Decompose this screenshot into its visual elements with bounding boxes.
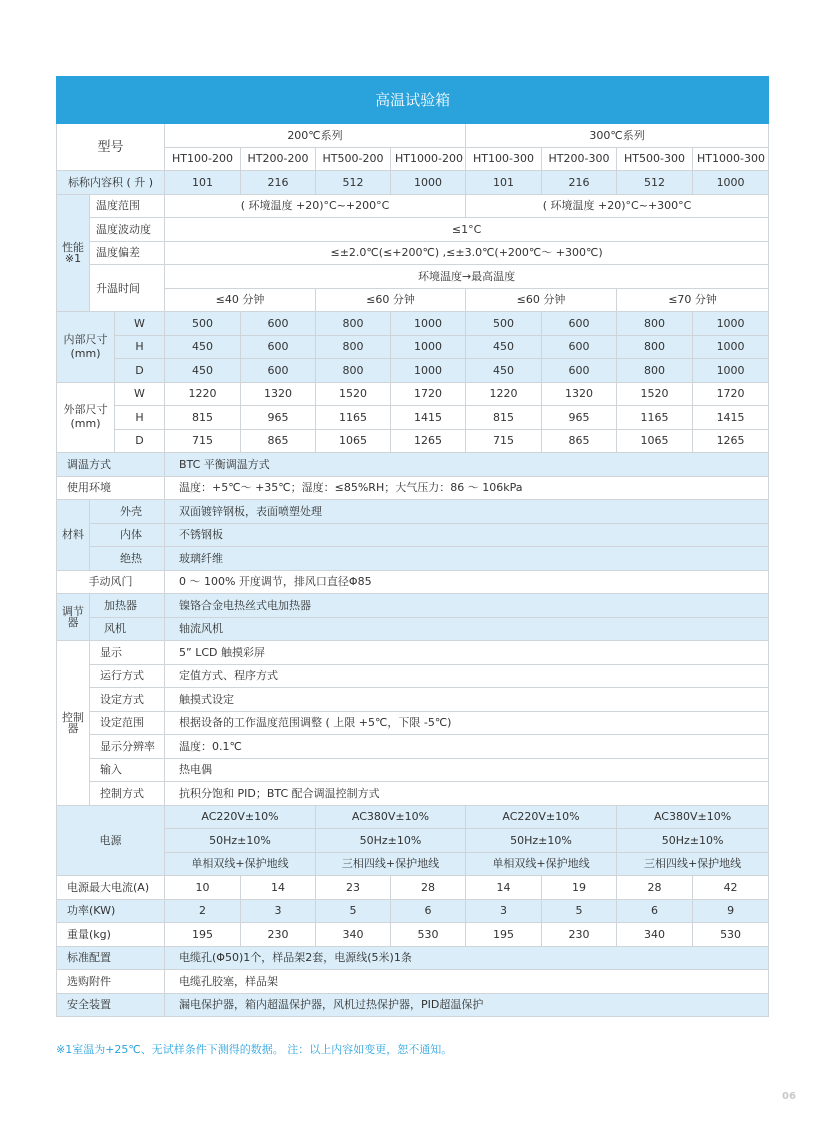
power-frequency: 50Hz±10% <box>466 829 617 853</box>
performance-group-label: 性能※1 <box>57 194 90 312</box>
capacity-value: 512 <box>617 171 693 195</box>
controller-label: 显示 <box>90 641 165 665</box>
deviation-label: 温度偏差 <box>90 241 165 265</box>
heatup-label: 升温时间 <box>90 265 165 312</box>
dim-value: 815 <box>466 406 542 430</box>
regulator-value: 镍铬合金电热丝式电加热器 <box>165 594 769 618</box>
dim-value: 600 <box>241 359 316 383</box>
material-value: 玻璃纤维 <box>165 547 769 571</box>
dim-value: 1320 <box>542 382 617 406</box>
weight-value: 530 <box>391 923 466 947</box>
dim-value: 1720 <box>391 382 466 406</box>
dim-value: 600 <box>241 335 316 359</box>
material-label: 绝热 <box>90 547 165 571</box>
controller-label: 设定范围 <box>90 711 165 735</box>
power-voltage: AC220V±10% <box>466 805 617 829</box>
dim-value: 1065 <box>316 429 391 453</box>
power-voltage: AC380V±10% <box>617 805 769 829</box>
max-current-value: 28 <box>391 876 466 900</box>
temp-range-label: 温度范围 <box>90 194 165 218</box>
dim-value: 600 <box>542 335 617 359</box>
dim-value: 1520 <box>617 382 693 406</box>
max-current-label: 电源最大电流(A) <box>57 876 165 900</box>
material-label: 外壳 <box>90 500 165 524</box>
standard-label: 标准配置 <box>57 946 165 970</box>
dim-value: 865 <box>241 429 316 453</box>
dim-value: 965 <box>241 406 316 430</box>
power-kw-value: 2 <box>165 899 241 923</box>
heatup-subtitle: 环境温度→最高温度 <box>165 265 769 289</box>
heatup-value: ≤40 分钟 <box>165 288 316 312</box>
model-name: HT1000-200 <box>391 147 466 171</box>
controller-value: 定值方式、程序方式 <box>165 664 769 688</box>
model-name: HT500-200 <box>316 147 391 171</box>
power-label: 电源 <box>57 805 165 876</box>
standard-value: 电缆孔(Φ50)1个，样品架2套，电源线(5米)1条 <box>165 946 769 970</box>
controller-value: 温度：0.1℃ <box>165 735 769 759</box>
inner-size-label: 内部尺寸 (mm) <box>57 312 115 383</box>
controller-label: 设定方式 <box>90 688 165 712</box>
safety-value: 漏电保护器，箱内超温保护器，风机过热保护器，PID超温保护 <box>165 993 769 1017</box>
dim-value: 600 <box>542 312 617 336</box>
heatup-value: ≤60 分钟 <box>466 288 617 312</box>
dim-value: 865 <box>542 429 617 453</box>
optional-label: 选购附件 <box>57 970 165 994</box>
power-wiring: 单相双线+保护地线 <box>466 852 617 876</box>
temp-method-value: BTC 平衡调温方式 <box>165 453 769 477</box>
material-group-label: 材料 <box>57 500 90 571</box>
max-current-value: 23 <box>316 876 391 900</box>
capacity-value: 216 <box>241 171 316 195</box>
capacity-value: 512 <box>316 171 391 195</box>
model-name: HT1000-300 <box>693 147 769 171</box>
temp-range-200: ( 环境温度 +20)°C~+200°C <box>165 194 466 218</box>
weight-value: 195 <box>466 923 542 947</box>
fluctuation-label: 温度波动度 <box>90 218 165 242</box>
temp-range-300: ( 环境温度 +20)°C~+300°C <box>466 194 769 218</box>
controller-group-label: 控制器 <box>57 641 90 806</box>
controller-label: 运行方式 <box>90 664 165 688</box>
safety-label: 安全装置 <box>57 993 165 1017</box>
optional-value: 电缆孔胶塞，样品架 <box>165 970 769 994</box>
regulator-value: 轴流风机 <box>165 617 769 641</box>
damper-label: 手动风门 <box>57 570 165 594</box>
max-current-value: 14 <box>241 876 316 900</box>
power-kw-value: 3 <box>241 899 316 923</box>
model-name: HT100-200 <box>165 147 241 171</box>
dim-value: 1265 <box>693 429 769 453</box>
environment-value: 温度：+5℃～ +35℃；湿度：≤85%RH；大气压力：86 ～ 106kPa <box>165 476 769 500</box>
capacity-value: 1000 <box>391 171 466 195</box>
power-wiring: 三相四线+保护地线 <box>316 852 466 876</box>
dim-value: 450 <box>165 335 241 359</box>
heatup-value: ≤60 分钟 <box>316 288 466 312</box>
dim-value: 1000 <box>693 359 769 383</box>
dim-value: 815 <box>165 406 241 430</box>
dim-value: 715 <box>466 429 542 453</box>
material-value: 双面镀锌钢板，表面喷塑处理 <box>165 500 769 524</box>
max-current-value: 19 <box>542 876 617 900</box>
power-kw-value: 5 <box>542 899 617 923</box>
dim-value: 800 <box>316 359 391 383</box>
series-300-header: 300℃系列 <box>466 124 769 148</box>
dim-value: 1265 <box>391 429 466 453</box>
dim-value: 1000 <box>693 312 769 336</box>
capacity-value: 101 <box>165 171 241 195</box>
dim-value: 1720 <box>693 382 769 406</box>
controller-value: 根据设备的工作温度范围调整 ( 上限 +5℃，下限 -5℃) <box>165 711 769 735</box>
dim-value: 1415 <box>391 406 466 430</box>
power-kw-label: 功率(KW) <box>57 899 165 923</box>
dim-label: H <box>115 406 165 430</box>
dim-value: 800 <box>617 312 693 336</box>
weight-value: 230 <box>241 923 316 947</box>
regulator-group-label: 调节器 <box>57 594 90 641</box>
power-kw-value: 9 <box>693 899 769 923</box>
dim-value: 500 <box>466 312 542 336</box>
weight-value: 530 <box>693 923 769 947</box>
controller-value: 5” LCD 触摸彩屏 <box>165 641 769 665</box>
dim-value: 1000 <box>391 312 466 336</box>
dim-value: 1165 <box>316 406 391 430</box>
dim-value: 450 <box>466 335 542 359</box>
capacity-value: 1000 <box>693 171 769 195</box>
dim-label: H <box>115 335 165 359</box>
power-wiring: 单相双线+保护地线 <box>165 852 316 876</box>
controller-value: 抗积分饱和 PID；BTC 配合调温控制方式 <box>165 782 769 806</box>
regulator-label: 风机 <box>90 617 165 641</box>
dim-value: 600 <box>542 359 617 383</box>
deviation-value: ≤±2.0℃(≤+200℃) ,≤±3.0℃(+200℃～ +300℃) <box>165 241 769 265</box>
dim-value: 1220 <box>165 382 241 406</box>
dim-value: 1520 <box>316 382 391 406</box>
fluctuation-value: ≤1°C <box>165 218 769 242</box>
material-label: 内体 <box>90 523 165 547</box>
dim-value: 1000 <box>391 335 466 359</box>
spec-table <box>56 76 769 1017</box>
dim-label: W <box>115 382 165 406</box>
dim-value: 450 <box>165 359 241 383</box>
dim-label: W <box>115 312 165 336</box>
page-number: 06 <box>782 1091 796 1102</box>
max-current-value: 14 <box>466 876 542 900</box>
power-kw-value: 6 <box>617 899 693 923</box>
max-current-value: 28 <box>617 876 693 900</box>
material-value: 不锈钢板 <box>165 523 769 547</box>
power-frequency: 50Hz±10% <box>316 829 466 853</box>
footnote: ※1室温为+25℃、无试样条件下测得的数据。 注：以上内容如变更，恕不通知。 <box>56 1043 453 1056</box>
model-name: HT500-300 <box>617 147 693 171</box>
weight-value: 340 <box>617 923 693 947</box>
regulator-label: 加热器 <box>90 594 165 618</box>
weight-value: 340 <box>316 923 391 947</box>
model-name: HT200-300 <box>542 147 617 171</box>
weight-value: 195 <box>165 923 241 947</box>
power-kw-value: 5 <box>316 899 391 923</box>
dim-label: D <box>115 429 165 453</box>
power-frequency: 50Hz±10% <box>165 829 316 853</box>
max-current-value: 42 <box>693 876 769 900</box>
dim-value: 500 <box>165 312 241 336</box>
dim-value: 1165 <box>617 406 693 430</box>
dim-value: 965 <box>542 406 617 430</box>
dim-label: D <box>115 359 165 383</box>
dim-value: 450 <box>466 359 542 383</box>
model-name: HT100-300 <box>466 147 542 171</box>
controller-value: 热电偶 <box>165 758 769 782</box>
controller-value: 触摸式设定 <box>165 688 769 712</box>
damper-value: 0 ～ 100% 开度调节，排风口直径Φ85 <box>165 570 769 594</box>
dim-value: 1065 <box>617 429 693 453</box>
power-kw-value: 3 <box>466 899 542 923</box>
dim-value: 1220 <box>466 382 542 406</box>
model-label: 型号 <box>57 124 165 171</box>
dim-value: 800 <box>316 335 391 359</box>
dim-value: 800 <box>316 312 391 336</box>
dim-value: 1320 <box>241 382 316 406</box>
temp-method-label: 调温方式 <box>57 453 165 477</box>
capacity-value: 101 <box>466 171 542 195</box>
dim-value: 800 <box>617 359 693 383</box>
model-name: HT200-200 <box>241 147 316 171</box>
dim-value: 715 <box>165 429 241 453</box>
outer-size-label: 外部尺寸 (mm) <box>57 382 115 453</box>
weight-value: 230 <box>542 923 617 947</box>
power-wiring: 三相四线+保护地线 <box>617 852 769 876</box>
max-current-value: 10 <box>165 876 241 900</box>
dim-value: 600 <box>241 312 316 336</box>
power-frequency: 50Hz±10% <box>617 829 769 853</box>
power-kw-value: 6 <box>391 899 466 923</box>
dim-value: 1000 <box>693 335 769 359</box>
heatup-value: ≤70 分钟 <box>617 288 769 312</box>
controller-label: 显示分辨率 <box>90 735 165 759</box>
dim-value: 1415 <box>693 406 769 430</box>
controller-label: 控制方式 <box>90 782 165 806</box>
dim-value: 800 <box>617 335 693 359</box>
capacity-label: 标称内容积 ( 升 ) <box>57 171 165 195</box>
weight-label: 重量(kg) <box>57 923 165 947</box>
power-voltage: AC380V±10% <box>316 805 466 829</box>
series-200-header: 200℃系列 <box>165 124 466 148</box>
capacity-value: 216 <box>542 171 617 195</box>
environment-label: 使用环境 <box>57 476 165 500</box>
power-voltage: AC220V±10% <box>165 805 316 829</box>
dim-value: 1000 <box>391 359 466 383</box>
controller-label: 输入 <box>90 758 165 782</box>
table-title: 高温试验箱 <box>57 77 769 124</box>
